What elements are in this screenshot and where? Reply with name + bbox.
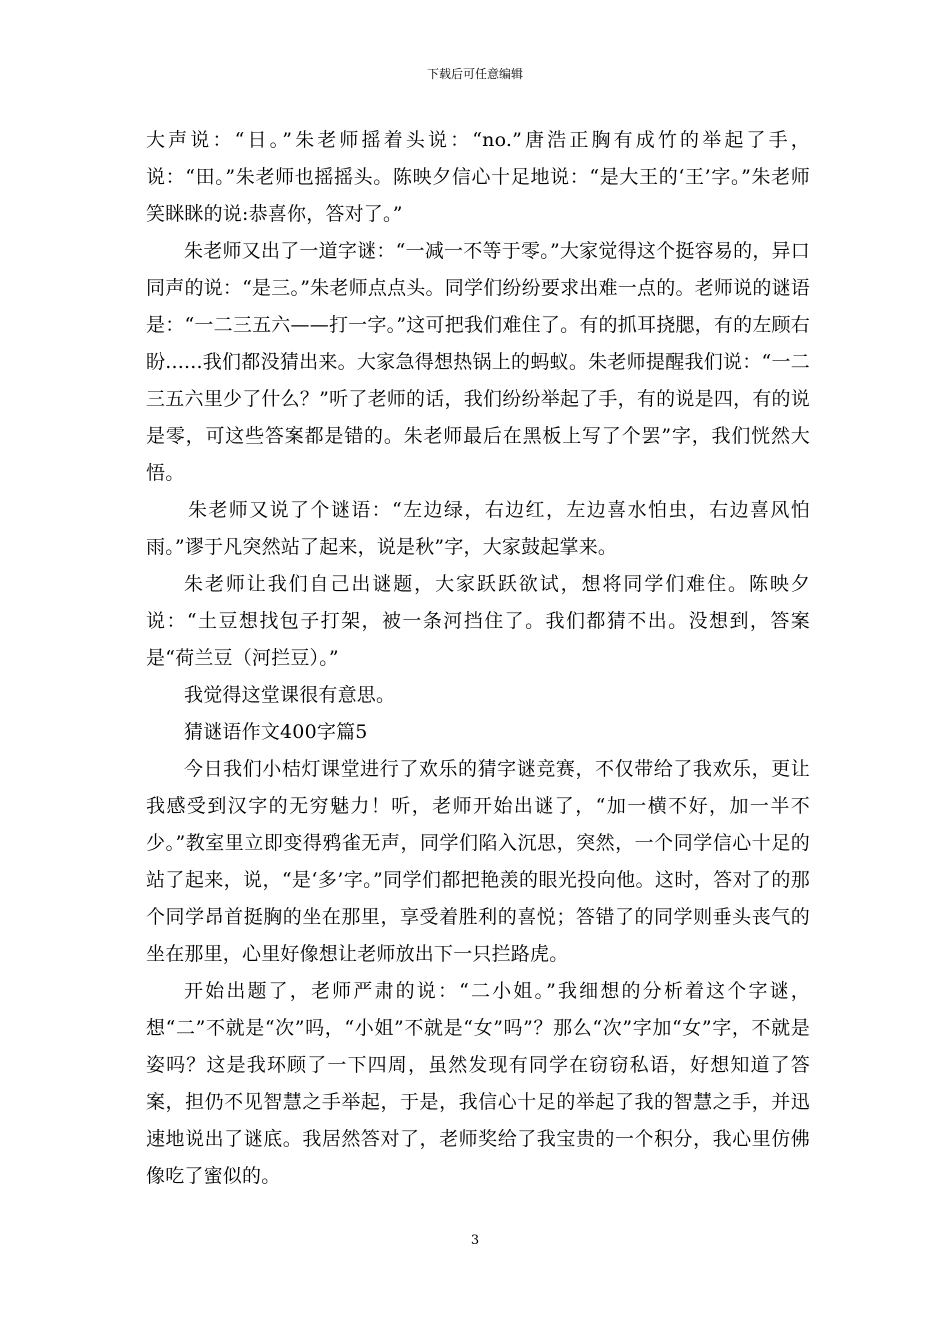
page-header: 下载后可任意编辑 bbox=[426, 67, 523, 81]
paragraph-5: 我觉得这堂课很有意思。 bbox=[184, 684, 396, 706]
paragraph-1: 大声说：“日。”朱老师摇着头说：“no.”唐浩正胸有成竹的举起了手，说：“田。”朱老师也摇摇头。陈映夕信心十足地说：“是大王的‘王’字。”朱老师笑眯眯的说:恭喜你，答对了。” bbox=[146, 129, 810, 225]
paragraph-3: 朱老师又说了个谜语：“左边绿，右边红，左边喜水怕虫，右边喜风怕雨。”谬于凡突然站了起来，说是秋”字，大家鼓起掌来。 bbox=[146, 499, 810, 558]
paragraph-2: 朱老师又出了一道字谜：“一减一不等于零。”大家觉得这个挺容易的，异口同声的说：“是三。”朱老师点点头。同学们纷纷要求出难一点的。老师说的谜语是：“一二三五六——打一字。”这可把我们难住了。有的抓耳挠腮，有的左顾右盼......我们都没猜出来。大家急得想热锅上的蚂蚁。朱老师提醒我们说：“一二三五六里少了什么？”听了老师的话，我们纷纷举起了手，有的说是四，有的说是零，可这些答案都是错的。朱老师最后在黑板上写了个罢”字，我们恍然大悟。 bbox=[146, 240, 810, 484]
paragraph-7: 开始出题了，老师严肃的说：“二小姐。”我细想的分析着这个字谜，想“二”不就是“次”吗，“小姐”不就是“女”吗”？那么“次”字加“女”字，不就是姿吗？这是我环顾了一下四周，虽然发现有同学在窃窃私语，好想知道了答案，担仍不见智慧之手举起，于是，我信心十足的举起了我的智慧之手，并迅速地说出了谜底。我居然答对了，老师奖给了我宝贵的一个积分，我心里仿佛像吃了蜜似的。 bbox=[146, 980, 810, 1187]
paragraph-4: 朱老师让我们自己出谜题，大家跃跃欲试，想将同学们难住。陈映夕说：“土豆想找包子打架，被一条河挡住了。我们都猜不出。没想到，答案是“荷兰豆（河拦豆）。” bbox=[146, 573, 810, 669]
section-heading: 猜谜语作文400字篇5 bbox=[184, 721, 368, 743]
paragraph-6: 今日我们小桔灯课堂进行了欢乐的猜字谜竞赛，不仅带给了我欢乐，更让我感受到汉字的无穷魅力！听，老师开始出谜了，“加一横不好，加一半不少。”教室里立即变得鸦雀无声，同学们陷入沉思，突然，一个同学信心十足的站了起来，说，“是‘多’字。”同学们都把艳羡的眼光投向他。这时，答对了的那个同学昂首挺胸的坐在那里，享受着胜利的喜悦；答错了的同学则垂头丧气的坐在那里，心里好像想让老师放出下一只拦路虎。 bbox=[146, 758, 810, 965]
document-body bbox=[146, 122, 810, 1195]
page-number: 3 bbox=[470, 1233, 480, 1248]
